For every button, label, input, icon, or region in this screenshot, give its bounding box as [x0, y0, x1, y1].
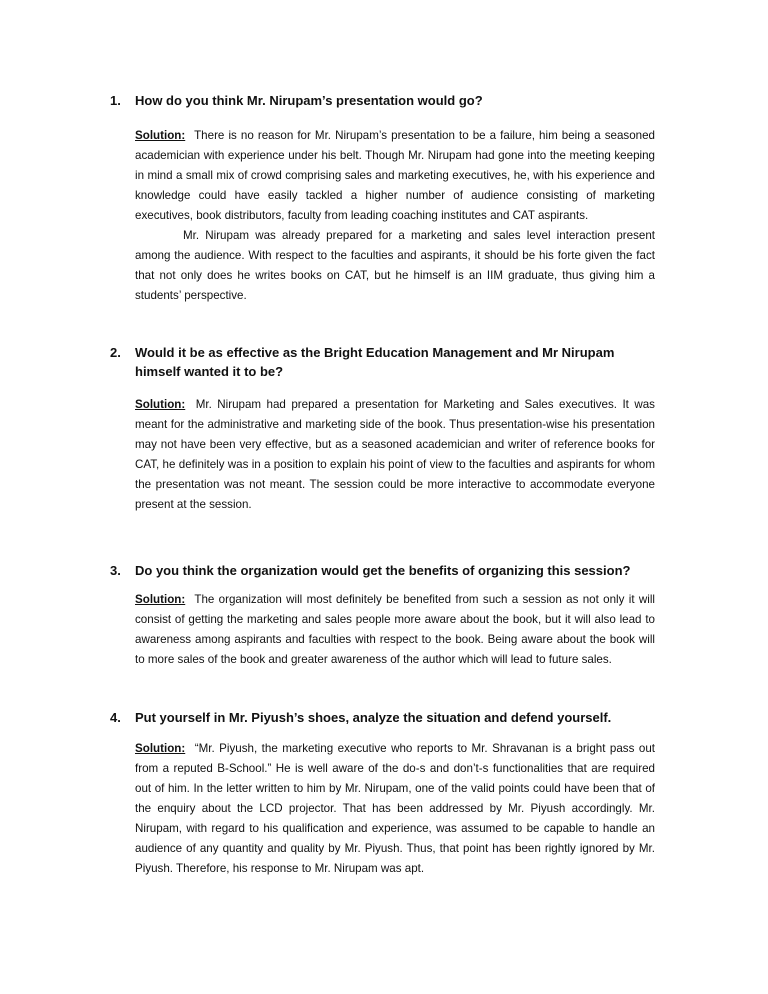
- solution-text: There is no reason for Mr. Nirupam’s presentation to be a failure, him being a seasoned academician with experience under his belt. Though Mr. Nirupam had gone into the meeting keeping in mind a small mix of crowd comprising sales and marketing executives, he, with his experience and knowledge could have easily tackled a higher number of audience consisting of marketing executives, book distributors, faculty from leading coaching institutes and CAT aspirants.: [135, 129, 656, 222]
- question-heading: [110, 708, 655, 727]
- question-number: 1.: [110, 93, 121, 108]
- solution-label: Solution:: [135, 398, 186, 411]
- question-title: Would it be as effective as the Bright Education Management and Mr Nirupam himself wanted it to be?: [135, 345, 615, 379]
- question-4: [110, 708, 655, 879]
- solution-paragraph: Mr. Nirupam was already prepared for a marketing and sales level interaction present among the audience. With respect to the faculties and aspirants, it should be his forte given the fact that not only does he writes books on CAT, but he himself is an IIM graduate, thus giving him a students’ perspective.: [135, 229, 655, 302]
- solution-text: Mr. Nirupam had prepared a presentation for Marketing and Sales executives. It was meant for the administrative and marketing side of the book. Thus presentation-wise his presentation may not have been very effective, but as a seasoned academician and writer of reference books for CAT, he definitely was in a position to explain his point of view to the faculties and aspirants for whom the presentation was not meant. The session could be more interactive to accommodate everyone present at the session.: [135, 398, 655, 511]
- solution-paragraph: [135, 590, 655, 670]
- question-title: Do you think the organization would get the benefits of organizing this session?: [135, 563, 631, 578]
- question-title: Put yourself in Mr. Piyush’s shoes, analyze the situation and defend yourself.: [135, 710, 612, 725]
- question-number: 2.: [110, 345, 121, 360]
- solution-label: Solution:: [135, 742, 186, 755]
- question-heading: [110, 561, 655, 580]
- solution-label: Solution:: [135, 593, 186, 606]
- solution-paragraph: [135, 126, 655, 226]
- solution-block: [135, 739, 655, 879]
- question-number: 4.: [110, 710, 121, 725]
- question-heading: [110, 91, 655, 110]
- question-number: 3.: [110, 563, 121, 578]
- question-heading: [110, 343, 655, 381]
- question-1: [110, 91, 655, 306]
- solution-block: [135, 126, 655, 306]
- solution-block: [135, 590, 655, 670]
- question-title: How do you think Mr. Nirupam’s presentation would go?: [135, 93, 483, 108]
- question-2: [110, 343, 655, 515]
- question-3: [110, 561, 655, 670]
- solution-block: [135, 395, 655, 515]
- solution-text: The organization will most definitely be benefited from such a session as not only it will consist of getting the marketing and sales people more aware about the book, but it will also lead to awareness among aspirants and faculties with respect to the book. Being aware about the book will to more sales of the book and greater awareness of the author which will lead to future sales.: [135, 593, 655, 666]
- solution-paragraph: [135, 739, 655, 879]
- solution-paragraph: [135, 395, 655, 515]
- solution-text: “Mr. Piyush, the marketing executive who reports to Mr. Shravanan is a bright pass out from a reputed B-School.” He is well aware of the do-s and don’t-s functionalities that are required out of him. In the letter written to him by Mr. Nirupam, one of the valid points could have been that of the enquiry about the LCD projector. That has been addressed by Mr. Piyush accordingly. Mr. Nirupam, with regard to his qualification and experience, was assumed to be capable to handle an audience of any quantity and quality by Mr. Piyush. Thus, that point has been rightly ignored by Mr. Piyush. Therefore, his response to Mr. Nirupam was apt.: [135, 742, 655, 875]
- solution-label: Solution:: [135, 129, 186, 142]
